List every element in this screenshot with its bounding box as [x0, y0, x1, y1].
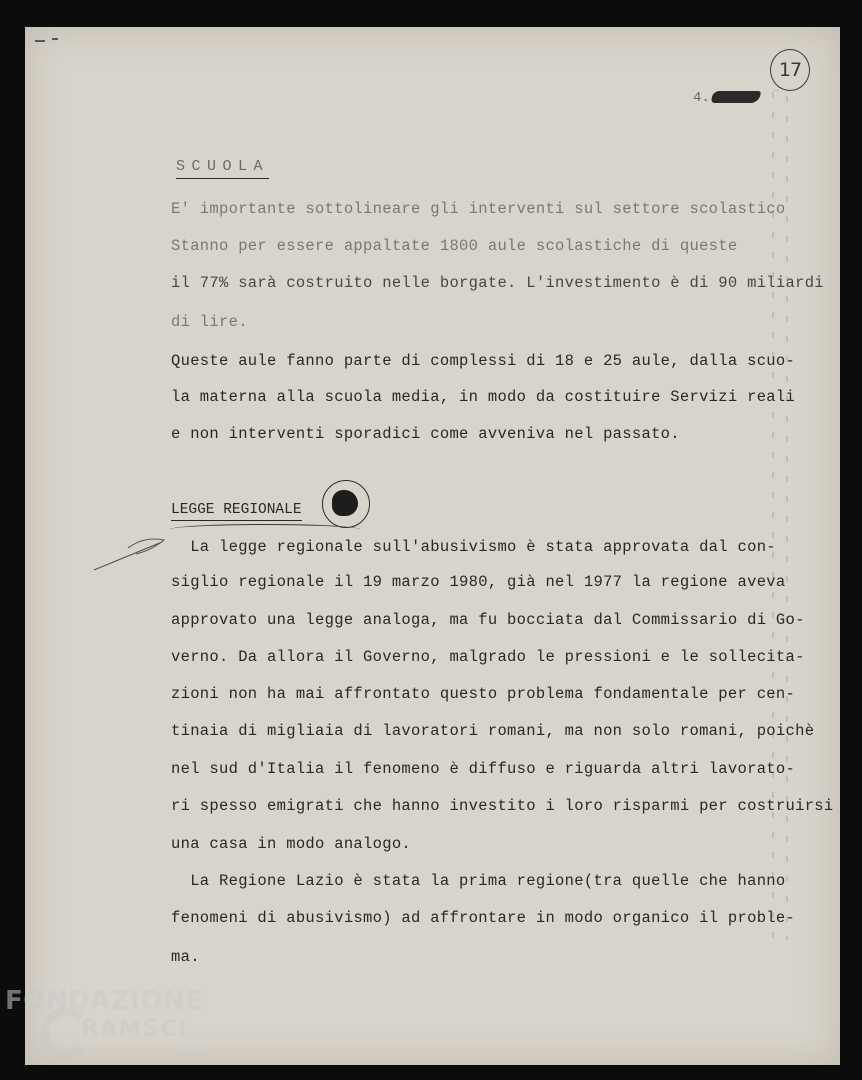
watermark-line-3: onlus [177, 1048, 204, 1059]
scuola-line: il 77% sarà costruito nelle borgate. L'investimento è di 90 miliardi [171, 274, 824, 292]
paper-speck [35, 40, 45, 42]
scuola-line: di lire. [171, 313, 248, 331]
scuola-line: Queste aule fanno parte di complessi di 18 e 25 aule, dalla scuo- [171, 352, 796, 370]
legge-line: una casa in modo analogo. [171, 835, 412, 853]
page-number: 4. [693, 90, 710, 106]
watermark-line-1: FONDAZIONE [5, 986, 204, 1016]
section-title-legge-regionale: LEGGE REGIONALE [171, 502, 302, 521]
scuola-line: la materna alla scuola media, in modo da costituire Servizi reali [171, 388, 796, 406]
legge-line: La legge regionale sull'abusivismo è stata approvata dal con- [171, 538, 776, 556]
legge-line: tinaia di migliaia di lavoratori romani, ma non solo romani, poichè [171, 722, 815, 740]
scuola-line: Stanno per essere appaltate 1800 aule scolastiche di queste [171, 237, 738, 255]
scuola-line: e non interventi sporadici come avveniva nel passato. [171, 425, 680, 443]
circled-page-number: 17 [770, 49, 810, 91]
legge-line: zioni non ha mai affrontato questo problema fondamentale per cen- [171, 685, 796, 703]
legge-line: siglio regionale il 19 marzo 1980, già nel 1977 la regione aveva [171, 573, 786, 591]
legge-line: verno. Da allora il Governo, malgrado le pressioni e le sollecita- [171, 648, 805, 666]
legge-line: ma. [171, 948, 200, 966]
scuola-line: E' importante sottolineare gli interventi sul settore scolastico [171, 200, 786, 218]
legge-line: approvato una legge analoga, ma fu bocciata dal Commissario di Go- [171, 611, 805, 629]
watermark-line-2: RAMSCI [81, 1016, 188, 1042]
ink-blot-circle [322, 480, 370, 528]
section-title-scuola: SCUOLA [176, 158, 269, 179]
pen-underline-stroke [170, 524, 360, 535]
legge-line: nel sud d'Italia il fenomeno è diffuso e riguarda altri lavorato- [171, 760, 796, 778]
legge-line: fenomeni di abusivismo) ad affrontare in modo organico il proble- [171, 909, 796, 927]
ink-scribble [711, 91, 762, 103]
legge-line: La Regione Lazio è stata la prima regione(tra quelle che hanno [171, 872, 786, 890]
legge-line: ri spesso emigrati che hanno investito i loro risparmi per costruirsi [171, 797, 834, 815]
paper-speck [52, 38, 58, 40]
margin-pen-mark [92, 534, 172, 574]
